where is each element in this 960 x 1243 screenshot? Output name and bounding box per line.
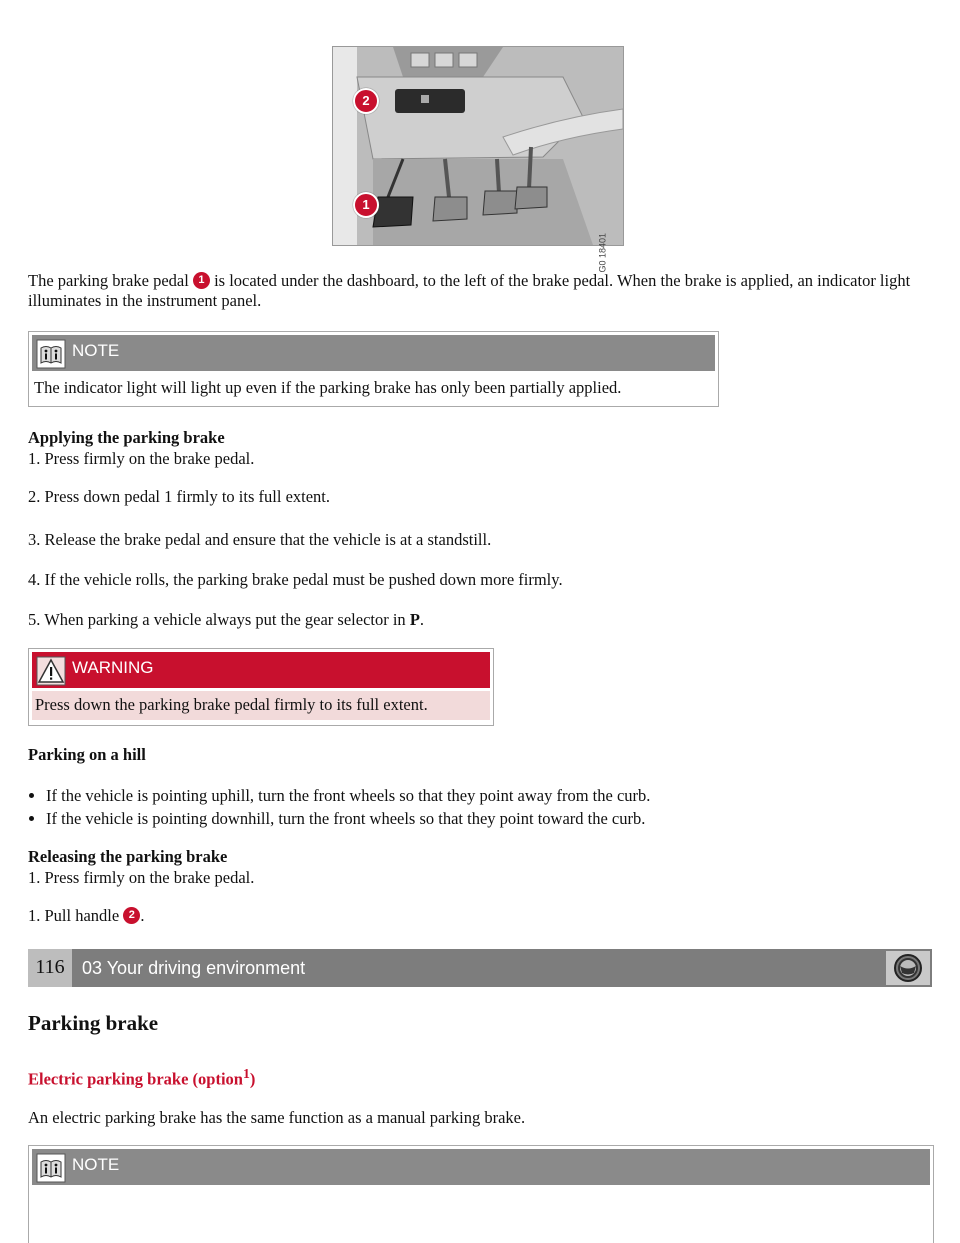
footnote-marker: 1 (242, 1066, 250, 1081)
section-text: An electric parking brake has the same function as a manual parking brake. (28, 1108, 526, 1127)
section-subtitle (28, 1064, 255, 1090)
hill-item-uphill: • If the vehicle is pointing uphill, turn the front wheels so that they point away from the curb. (46, 786, 956, 806)
note-box (28, 331, 719, 407)
callout-2: 2 (353, 88, 379, 114)
releasing-step-1: 1. Press firmly on the brake pedal. (28, 868, 255, 887)
warning-box (28, 648, 494, 726)
chapter-title: 03 Your driving environment (82, 958, 306, 978)
note-header-2 (32, 1149, 930, 1185)
warning-triangle-icon (36, 656, 66, 686)
intro-paragraph (28, 271, 938, 311)
steering-wheel-icon (886, 951, 930, 985)
subtitle-text: Electric parking brake (option (28, 1069, 243, 1089)
gear-position-p: P (409, 610, 420, 629)
intro-text-end: is located under the dashboard, to the left of the brake pedal. When the brake is applied, an indicator light illuminates in the instrument panel. (28, 271, 911, 310)
applying-step-3: 3. Release the brake pedal and ensure that the vehicle is at a standstill. (28, 530, 492, 549)
subtitle-end: ) (249, 1069, 256, 1089)
section-title: Parking brake (28, 1011, 159, 1035)
applying-heading: Applying the parking brake (28, 428, 225, 447)
warning-label: WARNING (72, 658, 154, 677)
applying-step-2: 2. Press down pedal 1 firmly to its full extent. (28, 487, 331, 506)
inline-callout-2: 2 (123, 907, 140, 924)
releasing-step-2 (28, 906, 144, 926)
applying-step-1: 1. Press firmly on the brake pedal. (28, 449, 255, 468)
note-label: NOTE (72, 341, 120, 360)
note-label-2: NOTE (72, 1155, 120, 1174)
pull-handle-text: 1. Pull handle (28, 906, 124, 925)
page-number: 116 (28, 949, 72, 987)
info-book-icon (36, 339, 66, 369)
step-5-text: 5. When parking a vehicle always put the gear selector in (28, 610, 410, 629)
note-header (32, 335, 715, 371)
hill-list (26, 786, 956, 829)
figure-code: G0 18401 (598, 233, 608, 273)
pedal-illustration-drawing (333, 47, 623, 245)
chapter-footer-bar (28, 949, 932, 987)
hill-item-downhill: • If the vehicle is pointing downhill, turn the front wheels so that they point toward the curb. (46, 809, 956, 829)
pedal-illustration (332, 46, 624, 273)
intro-text-start: The parking brake pedal (28, 271, 193, 290)
releasing-heading: Releasing the parking brake (28, 847, 228, 866)
step-5-end: . (419, 610, 425, 629)
pull-handle-end: . (140, 906, 145, 925)
inline-callout-1: 1 (193, 272, 210, 289)
hill-heading: Parking on a hill (28, 745, 146, 764)
note-box-2 (28, 1145, 934, 1243)
warning-text: Press down the parking brake pedal firmly to its full extent. (32, 691, 490, 720)
brand-badge (886, 951, 930, 985)
applying-step-4: 4. If the vehicle rolls, the parking brake pedal must be pushed down more firmly. (28, 570, 563, 589)
callout-1: 1 (353, 192, 379, 218)
note-text: The indicator light will light up even if the parking brake has only been partially applied. (34, 378, 622, 397)
warning-header (32, 652, 490, 688)
info-book-icon (36, 1153, 66, 1183)
applying-step-5 (28, 610, 424, 630)
